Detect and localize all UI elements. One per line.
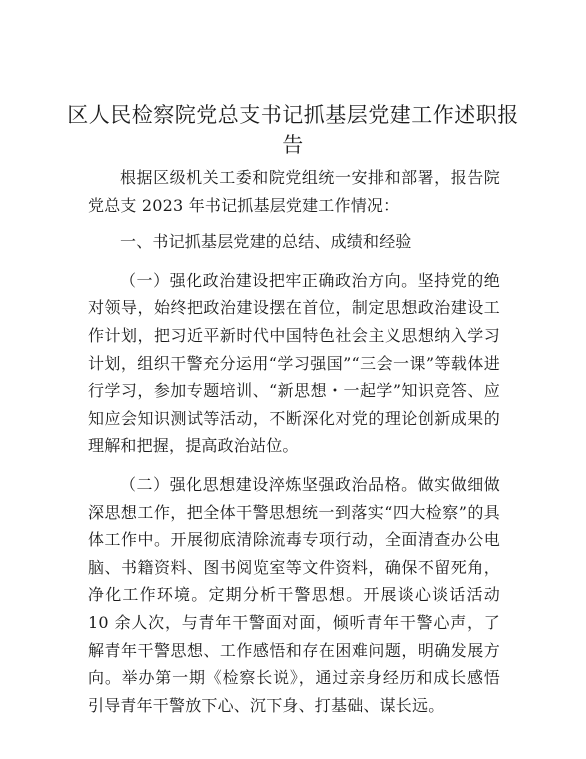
document-title: 区人民检察院党总支书记抓基层党建工作述职报告 [67,103,519,157]
political-building-paragraph: （一）强化政治建设把牢正确政治方向。坚持党的绝对领导，始终把政治建设摆在首位，制定思想政治建设工作计划，把习近平新时代中国特色社会主义思想纳入学习计划，组织干警充分运用“学习强国”“三会一课”等载体进行学习，参加专题培训、“新思想・一起学”知识竞答、应知应会知识测试等活动，不断深化对党的理论创新成果的理解和把握，提高政治站位。 [88,270,500,456]
document-body [88,164,500,719]
section-heading: 一、书记抓基层党建的总结、成绩和经验 [120,232,412,252]
intro-paragraph: 根据区级机关工委和院党组统一安排和部署，报告院党总支 2023 年书记抓基层党建工作情况： [88,168,500,215]
ideological-building-paragraph: （二）强化思想建设淬炼坚强政治品格。做实做细做深思想工作，把全体干警思想统一到落实“四大检察”的具体工作中。开展彻底清除流毒专项行动，全面清查办公电脑、书籍资料、图书阅览室等文件资料，确保不留死角，净化工作环境。定期分析干警思想。开展谈心谈话活动 10 余人次，与青年干警面对面，倾听青年干警心声，了解青年干警思想、工作感悟和存在困难问题，明确发展方向。举办第一期《检察长说》，通过亲身经历和成长感悟引导青年干警放下心、沉下身、打基础、谋长远。 [88,474,500,715]
